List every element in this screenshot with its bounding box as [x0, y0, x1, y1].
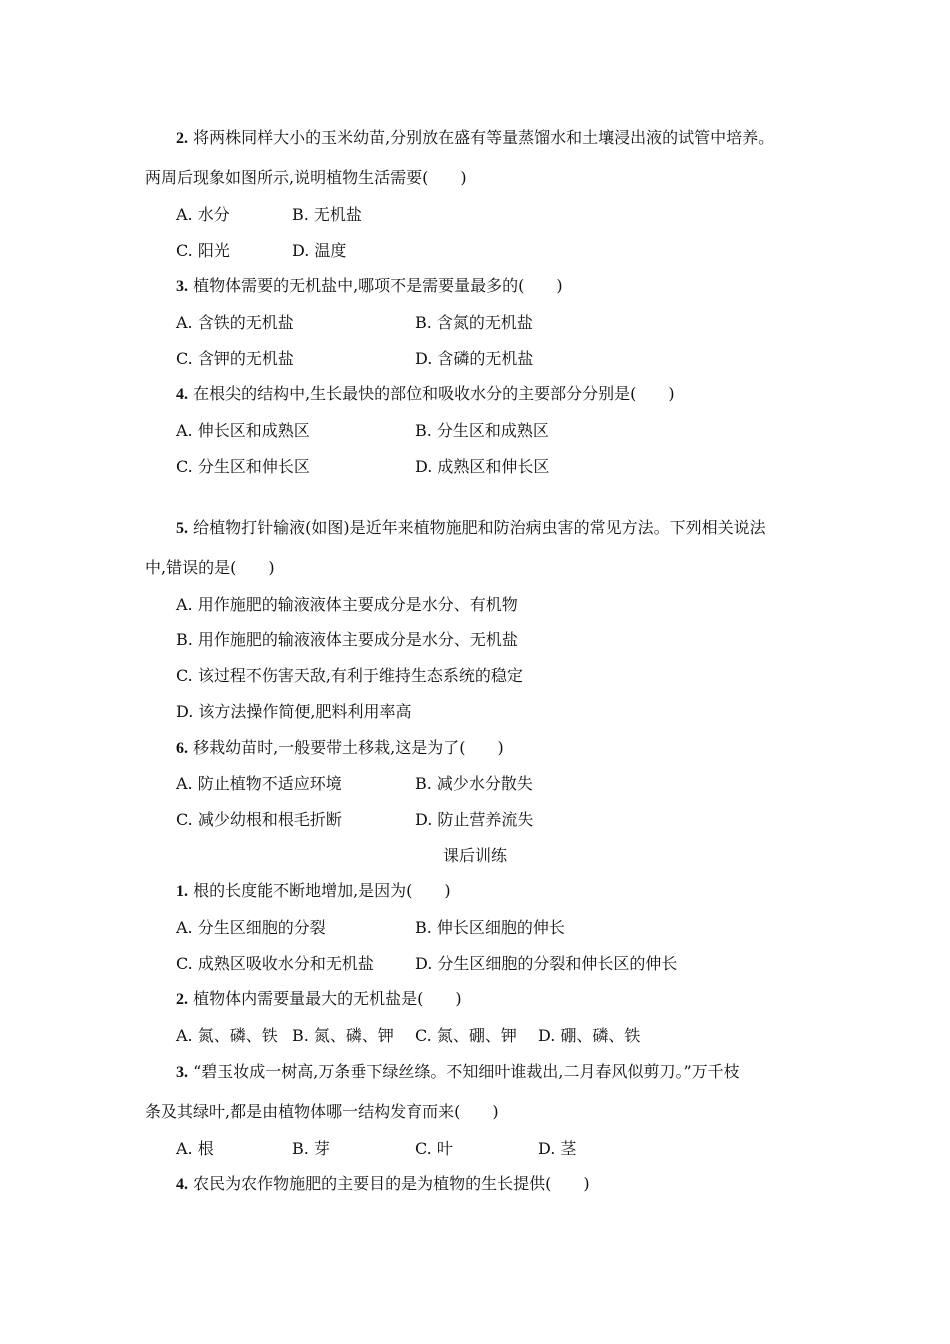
- question-number: 2.: [176, 991, 188, 1008]
- option-a[interactable]: A. 用作施肥的输液液体主要成分是水分、有机物: [176, 595, 518, 614]
- option-a[interactable]: A. 水分: [176, 205, 230, 224]
- option-b[interactable]: B. 用作施肥的输液液体主要成分是水分、无机盐: [176, 630, 518, 649]
- question-stem: “碧玉妆成一树高,万条垂下绿丝绦。不知细叶谁裁出,二月春风似剪刀。”万千枝: [193, 1062, 740, 1081]
- question-stem: 农民为农作物施肥的主要目的是为植物的生长提供( ): [193, 1174, 590, 1193]
- option-a[interactable]: A. 根: [176, 1139, 214, 1158]
- option-b[interactable]: B. 无机盐: [292, 205, 362, 224]
- option-a[interactable]: A. 伸长区和成熟区: [176, 421, 310, 440]
- question-stem: 植物体需要的无机盐中,哪项不是需要量最多的( ): [193, 276, 563, 295]
- option-c[interactable]: C. 含钾的无机盐: [176, 349, 294, 368]
- question-stem-continued: 两周后现象如图所示,说明植物生活需要( ): [145, 168, 467, 187]
- option-c[interactable]: C. 减少幼根和根毛折断: [176, 810, 342, 829]
- option-c[interactable]: C. 成熟区吸收水分和无机盐: [176, 954, 374, 973]
- question-4: [176, 1174, 590, 1195]
- option-c[interactable]: C. 该过程不伤害天敌,有利于维持生态系统的稳定: [176, 666, 523, 685]
- option-d[interactable]: D. 含磷的无机盐: [415, 349, 534, 368]
- option-d[interactable]: D. 温度: [292, 241, 347, 260]
- option-b[interactable]: B. 减少水分散失: [415, 774, 533, 793]
- question-1: [176, 881, 451, 902]
- option-c[interactable]: C. 分生区和伸长区: [176, 457, 310, 476]
- question-number: 1.: [176, 883, 188, 900]
- question-number: 4.: [176, 386, 188, 403]
- option-c[interactable]: C. 叶: [415, 1139, 453, 1158]
- question-number: 3.: [176, 278, 188, 295]
- question-4: [176, 384, 675, 405]
- option-a[interactable]: A. 分生区细胞的分裂: [176, 918, 326, 937]
- question-stem: 在根尖的结构中,生长最快的部位和吸收水分的主要部分分别是( ): [193, 384, 675, 403]
- option-d[interactable]: D. 分生区细胞的分裂和伸长区的伸长: [415, 954, 678, 973]
- option-c[interactable]: C. 氮、硼、钾: [415, 1026, 517, 1045]
- question-5: [176, 518, 766, 539]
- question-stem: 植物体内需要量最大的无机盐是( ): [193, 989, 462, 1008]
- option-a[interactable]: A. 含铁的无机盐: [176, 313, 294, 332]
- question-stem: 将两株同样大小的玉米幼苗,分别放在盛有等量蒸馏水和土壤浸出液的试管中培养。: [193, 128, 775, 147]
- question-stem-continued: 条及其绿叶,都是由植物体哪一结构发育而来( ): [145, 1102, 499, 1121]
- option-d[interactable]: D. 成熟区和伸长区: [415, 457, 550, 476]
- option-a[interactable]: A. 防止植物不适应环境: [176, 774, 342, 793]
- option-b[interactable]: B. 含氮的无机盐: [415, 313, 533, 332]
- section-title: 课后训练: [442, 846, 507, 865]
- option-b[interactable]: B. 分生区和成熟区: [415, 421, 549, 440]
- option-b[interactable]: B. 伸长区细胞的伸长: [415, 918, 565, 937]
- question-stem: 根的长度能不断地增加,是因为( ): [193, 881, 451, 900]
- question-stem: 移栽幼苗时,一般要带土移栽,这是为了( ): [193, 738, 504, 757]
- question-6: [176, 738, 504, 759]
- option-d[interactable]: D. 硼、磷、铁: [538, 1026, 641, 1045]
- option-a[interactable]: A. 氮、磷、铁: [176, 1026, 278, 1045]
- question-3: [176, 276, 563, 297]
- option-d[interactable]: D. 该方法操作简便,肥料利用率高: [176, 702, 412, 721]
- question-number: 4.: [176, 1176, 188, 1193]
- question-stem-continued: 中,错误的是( ): [145, 558, 275, 577]
- question-number: 2.: [176, 130, 188, 147]
- option-d[interactable]: D. 防止营养流失: [415, 810, 534, 829]
- question-number: 3.: [176, 1064, 188, 1081]
- option-b[interactable]: B. 芽: [292, 1139, 330, 1158]
- question-3: [176, 1062, 740, 1083]
- question-stem: 给植物打针输液(如图)是近年来植物施肥和防治病虫害的常见方法。下列相关说法: [193, 518, 766, 537]
- question-2: [176, 989, 462, 1010]
- question-number: 5.: [176, 520, 188, 537]
- question-2: [176, 128, 774, 149]
- option-c[interactable]: C. 阳光: [176, 241, 230, 260]
- option-d[interactable]: D. 茎: [538, 1139, 577, 1158]
- option-b[interactable]: B. 氮、磷、钾: [292, 1026, 394, 1045]
- question-number: 6.: [176, 740, 188, 757]
